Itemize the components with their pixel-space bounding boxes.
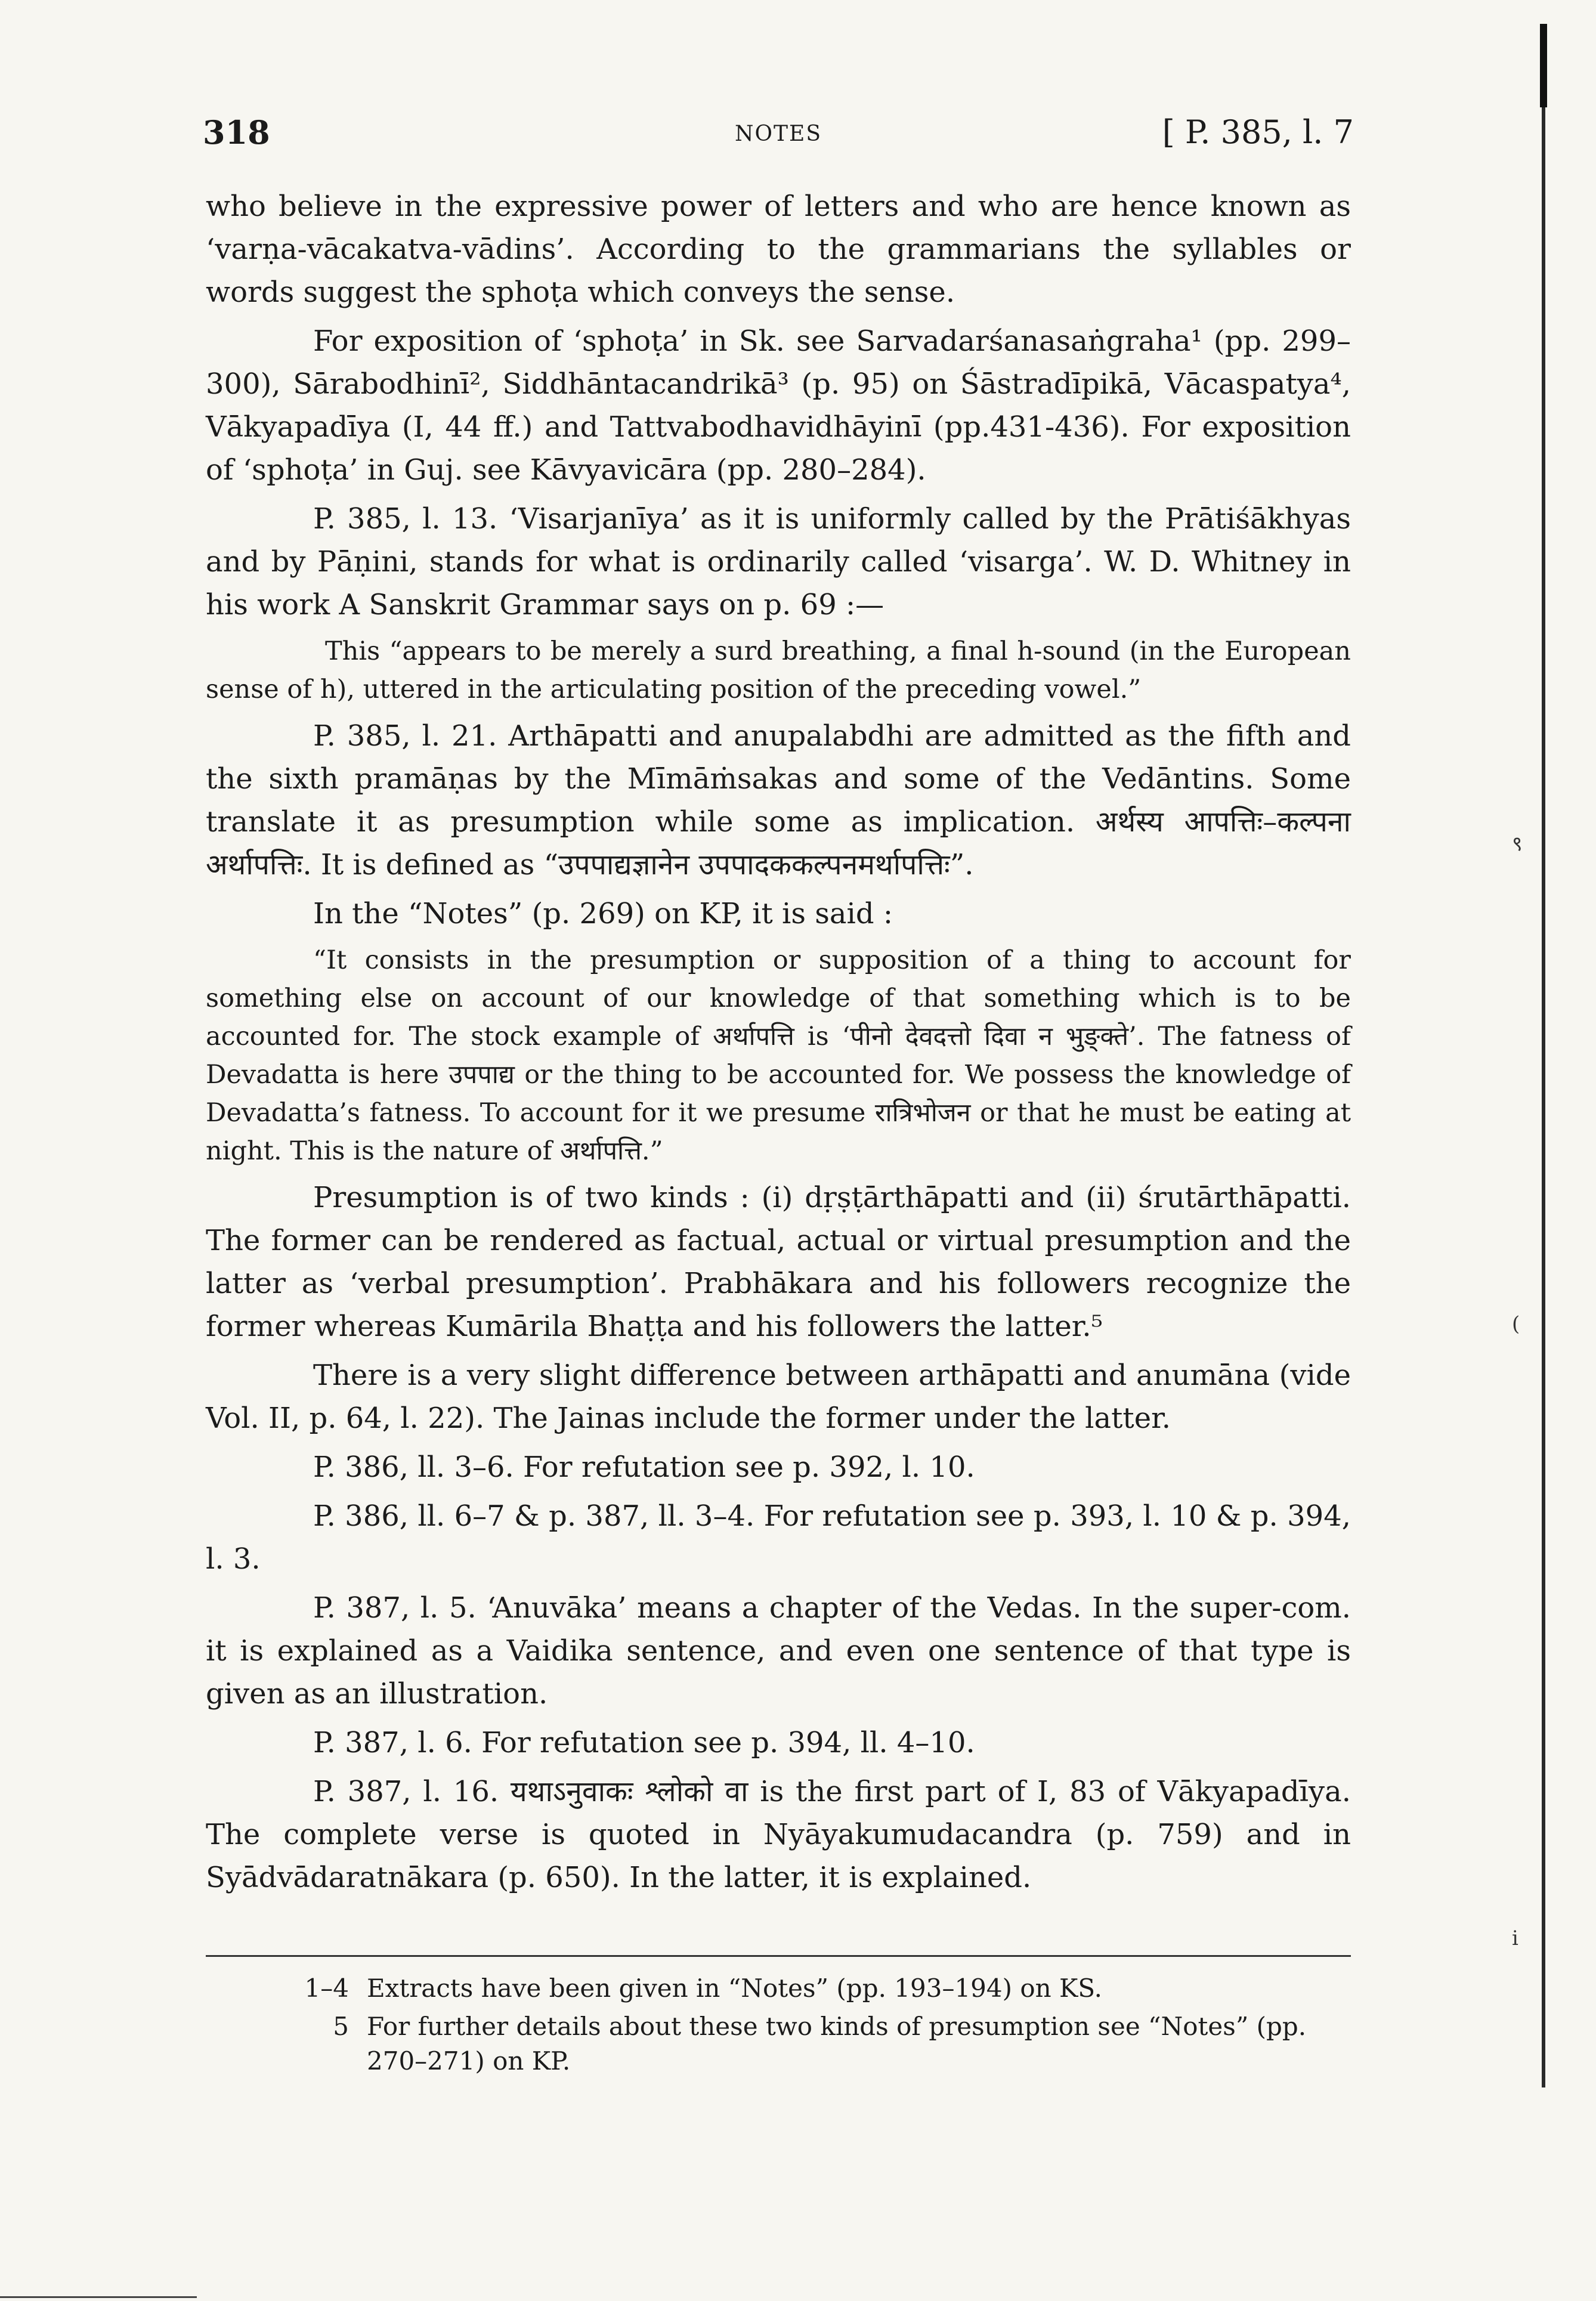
paragraph: P. 386, ll. 6–7 & p. 387, ll. 3–4. For refutation see p. 393, l. 10 & p. 394, l. 3. (206, 1499, 1351, 1576)
running-title: NOTES (735, 122, 822, 146)
main-text (206, 185, 1351, 1905)
block-quote: “It consists in the presumption or supposition of a thing to account for something else on account of our knowledge of that something which is to be accounted for. The stock example of अर्थापत्ति is ‘पीनो देवदत्तो दिवा न भुङ्क्ते’. The fatness of Devadatta is here उपपाद्य or the thing to be accounted for. We possess the knowledge of Devadatta’s fatness. To account for it we presume रात्रिभोजन or that he must be eating at night. This is the nature of अर्थापत्ति.” (206, 945, 1351, 1166)
page-header (203, 113, 1354, 161)
paragraph: Presumption is of two kinds : (i) dṛṣṭārthāpatti and (ii) śrutārthāpatti. The former can be rendered as factual, actual or virtual presumption and the latter as ‘verbal presumption’. Prabhākara and his followers recognize the former whereas Kumārila Bhaṭṭa and his followers the latter.⁵ (206, 1181, 1351, 1343)
paragraph: P. 387, l. 6. For refutation see p. 394, ll. 4–10. (313, 1726, 975, 1759)
paragraph: who believe in the expressive power of letters and who are hence known as ‘varṇa-vācakatva-vādins’. According to the grammarians the syllables or words suggest the sphoṭa which conveys the sense. (206, 190, 1351, 309)
footnote-number: 1–4 (304, 1974, 349, 2003)
paragraph: In the “Notes” (p. 269) on KP, it is said : (313, 897, 893, 930)
binding-edge-rule (1542, 24, 1545, 2087)
footnote-text: Extracts have been given in “Notes” (pp. 193–194) on KS. (367, 1974, 1103, 2003)
paragraph: P. 385, l. 13. ‘Visarjanīya’ as it is uniformly called by the Prātiśākhyas and by Pāṇini, stands for what is ordinarily called ‘visarga’. W. D. Whitney in his work A Sanskrit Grammar says on p. 69 :— (206, 502, 1351, 621)
paragraph: There is a very slight difference between arthāpatti and anumāna (vide Vol. II, p. 64, l. 22). The Jainas include the former under the latter. (206, 1359, 1351, 1435)
margin-mark: ९ (1512, 832, 1523, 856)
footnote-text: For further details about these two kinds of presumption see “Notes” (pp. 270–271) on KP. (367, 2012, 1307, 2076)
binding-edge-shadow (1540, 24, 1547, 107)
margin-mark: i (1512, 1926, 1518, 1950)
paragraph: P. 387, l. 16. यथाऽनुवाकः श्लोको वा is the first part of I, 83 of Vākyapadīya. The complete verse is quoted in Nyāyakumudacandra (p. 759) and in Syādvādaratnākara (p. 650). In the latter, it is explained. (206, 1775, 1351, 1894)
footnote (206, 2009, 1351, 2079)
footnote (206, 1971, 1351, 2006)
paragraph: P. 386, ll. 3–6. For refutation see p. 392, l. 10. (313, 1451, 975, 1484)
scan-edge-line (0, 2296, 197, 2298)
paragraph: P. 385, l. 21. Arthāpatti and anupalabdhi are admitted as the fifth and the sixth pramāṇas by the Mīmāṁsakas and some of the Vedāntins. Some translate it as presumption while some as implication. अर्थस्य आपत्तिः–कल्पना अर्थापत्तिः. It is defined as “उपपाद्यज्ञानेन उपपादककल्पनमर्थापत्तिः”. (206, 719, 1351, 882)
margin-mark: ( (1512, 1312, 1520, 1336)
footnotes (206, 1955, 1351, 2082)
page-locator: [ P. 385, l. 7 (1162, 113, 1354, 151)
paragraph: For exposition of ‘sphoṭa’ in Sk. see Sarvadarśanasaṅgraha¹ (pp. 299–300), Sārabodhinī², Siddhāntacandrikā³ (p. 95) on Śāstradīpikā, Vācaspatya⁴, Vākyapadīya (I, 44 ff.) and Tattvabodhavidhāyinī (pp.431-436). For exposition of ‘sphoṭa’ in Guj. see Kāvyavicāra (pp. 280–284). (206, 324, 1351, 487)
paragraph: P. 387, l. 5. ‘Anuvāka’ means a chapter of the Vedas. In the super-com. it is explained as a Vaidika sentence, and even one sentence of that type is given as an illustration. (206, 1591, 1351, 1711)
page-number: 318 (203, 113, 270, 151)
footnote-number: 5 (333, 2012, 349, 2041)
block-quote: This “appears to be merely a surd breathing, a final h-sound (in the European sense of h), uttered in the articulating position of the preceding vowel.” (206, 636, 1351, 704)
